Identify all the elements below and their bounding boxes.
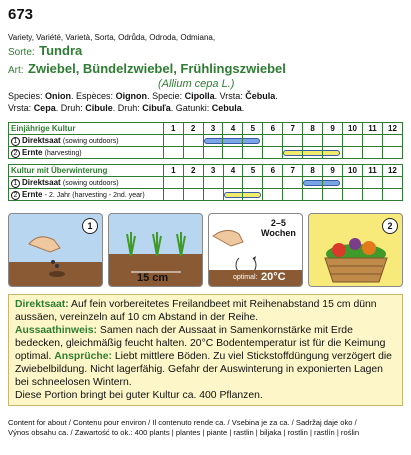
requirements-keyword: Ansprüche:	[54, 351, 113, 362]
month-cell	[362, 189, 382, 201]
month-header: 1	[163, 123, 183, 135]
month-cell	[382, 189, 402, 201]
month-header: 12	[382, 123, 402, 135]
month-cell	[362, 147, 382, 159]
species-label: . Druh:	[55, 103, 86, 113]
header-block	[8, 33, 403, 114]
month-cell	[343, 189, 363, 201]
row-sublabel: - 2. Jahr (harvesting - 2nd. year)	[44, 191, 145, 199]
month-cell	[183, 147, 203, 159]
month-cell	[243, 189, 263, 201]
table-title: Einjährige Kultur	[9, 123, 164, 135]
species-value: Cibule	[85, 103, 113, 113]
month-cell	[243, 147, 263, 159]
sowing-illustration	[8, 213, 103, 287]
month-header: 10	[343, 123, 363, 135]
month-cell	[303, 147, 323, 159]
month-cell	[283, 177, 303, 189]
month-header: 8	[303, 165, 323, 177]
schedule-bar	[303, 180, 322, 186]
row-sublabel: (sowing outdoors)	[62, 179, 119, 187]
table-row	[9, 147, 403, 159]
cultivation-table	[8, 122, 403, 201]
step-number-icon: 2	[11, 149, 20, 158]
month-cell	[343, 177, 363, 189]
row-label-cell	[9, 147, 164, 159]
table-title: Kultur mit Überwinterung	[9, 165, 164, 177]
month-header: 4	[223, 165, 243, 177]
month-cell	[183, 177, 203, 189]
month-header: 2	[183, 165, 203, 177]
month-header: 9	[323, 165, 343, 177]
month-cell	[323, 177, 343, 189]
species-label: Vrsta:	[8, 103, 34, 113]
month-cell	[203, 177, 223, 189]
month-cell	[183, 189, 203, 201]
month-header: 1	[163, 165, 183, 177]
optimal-temp: 20°C	[261, 271, 286, 283]
schedule-bar	[283, 150, 302, 156]
sowing-hint-text: Samen nach der Aussaat in Samenkornstärke mit Erde bedecken, gleichmäßig feucht halten. 20°C Bodentemperatur ist für die Keimung optimal.	[15, 325, 386, 362]
table-row	[9, 177, 403, 189]
month-header: 11	[362, 123, 382, 135]
month-cell	[343, 147, 363, 159]
month-cell	[163, 177, 183, 189]
germination-illustration	[208, 213, 303, 287]
month-cell	[362, 177, 382, 189]
month-cell	[382, 177, 402, 189]
month-cell	[203, 147, 223, 159]
month-header: 2	[183, 123, 203, 135]
row-sublabel: (harvesting)	[44, 149, 82, 157]
month-cell	[382, 147, 402, 159]
latin-name: (Allium cepa L.)	[158, 78, 235, 90]
month-header: 7	[283, 165, 303, 177]
row-sublabel: (sowing outdoors)	[62, 137, 119, 145]
yield-text: Diese Portion bringt bei guter Kultur ca. 400 Pflanzen.	[15, 390, 263, 401]
month-header: 9	[323, 123, 343, 135]
month-cell	[263, 135, 283, 147]
step-badge-2: 2	[382, 218, 398, 234]
month-cell	[223, 135, 243, 147]
art-label: Art:	[8, 65, 24, 76]
month-cell	[343, 135, 363, 147]
schedule-bar	[323, 150, 340, 156]
month-cell	[283, 135, 303, 147]
optimal-label: optimal:	[233, 274, 258, 281]
art-row	[8, 60, 403, 78]
month-cell	[323, 189, 343, 201]
weeks-label: 2–5 Wochen	[261, 218, 296, 238]
schedule-bar	[303, 150, 322, 156]
month-cell	[303, 135, 323, 147]
species-value: Onion	[45, 91, 72, 101]
schedule-bar	[243, 138, 260, 144]
species-label: . Gatunki:	[170, 103, 212, 113]
species-line-2	[8, 102, 403, 114]
month-header: 12	[382, 165, 402, 177]
table-header-row	[9, 165, 403, 177]
month-cell	[223, 147, 243, 159]
schedule-bar	[323, 180, 340, 186]
sorte-row	[8, 42, 403, 60]
requirements-text: Liebt mittlere Böden. Zu viel Stickstoffdüngung verzögert die Zwiebelbildung. Nicht lagerfähig. Gefahr der Auswinterung in exponierten Lagen bei schneelosen Wintern.	[15, 351, 392, 388]
harvest-illustration	[308, 213, 403, 287]
row-label-cell	[9, 135, 164, 147]
month-header: 5	[243, 165, 263, 177]
sorte-label: Sorte:	[8, 47, 35, 58]
row-label: Ernte	[22, 189, 45, 199]
month-header: 6	[263, 123, 283, 135]
month-header: 5	[243, 123, 263, 135]
species-value: Cebula	[211, 103, 242, 113]
table-row	[9, 135, 403, 147]
month-header: 4	[223, 123, 243, 135]
month-cell	[163, 147, 183, 159]
footer-line-2: Výnos obsahu ca. / Zawartość to ok.: 400 plants | plantes | piante | rastlin | biljaka | rostlin | rastlín | roślin	[8, 428, 360, 437]
species-end: .	[241, 103, 245, 113]
month-cell	[223, 177, 243, 189]
row-label: Ernte	[22, 147, 45, 157]
species-label: Species:	[8, 91, 46, 101]
species-label: . Specie:	[147, 91, 185, 101]
table-header-row	[9, 123, 403, 135]
step-badge-1: 1	[82, 218, 98, 234]
month-header: 11	[362, 165, 382, 177]
sorte-value: Tundra	[39, 43, 83, 58]
species-value: Cibuľa	[142, 103, 171, 113]
footer-line-1: Content for about / Contenu pour environ / Il contenuto rende ca. / Vsebina je za ca. / Sadržaj daje oko /	[8, 418, 357, 427]
month-cell	[263, 177, 283, 189]
month-cell	[303, 177, 323, 189]
direct-sowing-text: Auf fein vorbereitetes Freilandbeet mit Reihenabstand 15 cm dünn aussäen, vereinzeln auf 10 cm Abstand in der Reihe.	[15, 299, 377, 323]
month-header: 3	[203, 165, 223, 177]
annual-culture-table	[8, 122, 403, 159]
schedule-bar	[204, 138, 223, 144]
species-value: Oignon	[115, 91, 148, 101]
instruction-images	[8, 213, 403, 287]
variety-labels: Variety, Variété, Varietà, Sorta, Odrůda, Odroda, Odmiana,	[8, 33, 216, 42]
month-cell	[243, 177, 263, 189]
month-cell	[303, 189, 323, 201]
month-cell	[283, 147, 303, 159]
month-header: 7	[283, 123, 303, 135]
row-label: Direktsaat	[22, 135, 63, 145]
schedule-bar	[223, 138, 242, 144]
species-label: . Druh:	[112, 103, 143, 113]
month-header: 8	[303, 123, 323, 135]
row-label-cell	[9, 189, 164, 201]
month-header: 3	[203, 123, 223, 135]
table-row	[9, 189, 403, 201]
description-box	[8, 294, 403, 406]
month-cell	[283, 189, 303, 201]
month-cell	[183, 135, 203, 147]
month-cell	[323, 147, 343, 159]
step-number-icon: 1	[11, 179, 20, 188]
month-cell	[263, 147, 283, 159]
month-cell	[163, 189, 183, 201]
row-label-cell	[9, 177, 164, 189]
species-value: Čebula	[245, 91, 276, 101]
month-cell	[163, 135, 183, 147]
species-end: .	[275, 91, 278, 101]
footer	[8, 418, 408, 438]
packet-number: 673	[8, 6, 34, 23]
month-header: 6	[263, 165, 283, 177]
month-cell	[223, 189, 243, 201]
month-cell	[243, 135, 263, 147]
species-value: Cipolla	[184, 91, 215, 101]
step-number-icon: 2	[11, 191, 20, 200]
spacing-label: 15 cm	[137, 272, 169, 284]
species-label: . Espèces:	[71, 91, 116, 101]
month-cell	[203, 189, 223, 201]
month-header: 10	[343, 165, 363, 177]
month-cell	[203, 135, 223, 147]
month-cell	[362, 135, 382, 147]
month-cell	[323, 135, 343, 147]
month-cell	[382, 135, 402, 147]
month-cell	[263, 189, 283, 201]
species-line-1	[8, 90, 403, 102]
spacing-illustration	[108, 213, 203, 287]
step-number-icon: 1	[11, 137, 20, 146]
sowing-hint-keyword: Aussaathinweis:	[15, 325, 97, 336]
art-value: Zwiebel, Bündelzwiebel, Frühlingszwiebel	[28, 61, 286, 76]
species-value: Cepa	[33, 103, 56, 113]
overwinter-culture-table	[8, 164, 403, 201]
direct-sowing-keyword: Direktsaat:	[15, 299, 69, 310]
schedule-bar	[243, 192, 260, 198]
species-label: . Vrsta:	[214, 91, 246, 101]
schedule-bar	[224, 192, 243, 198]
row-label: Direktsaat	[22, 177, 63, 187]
